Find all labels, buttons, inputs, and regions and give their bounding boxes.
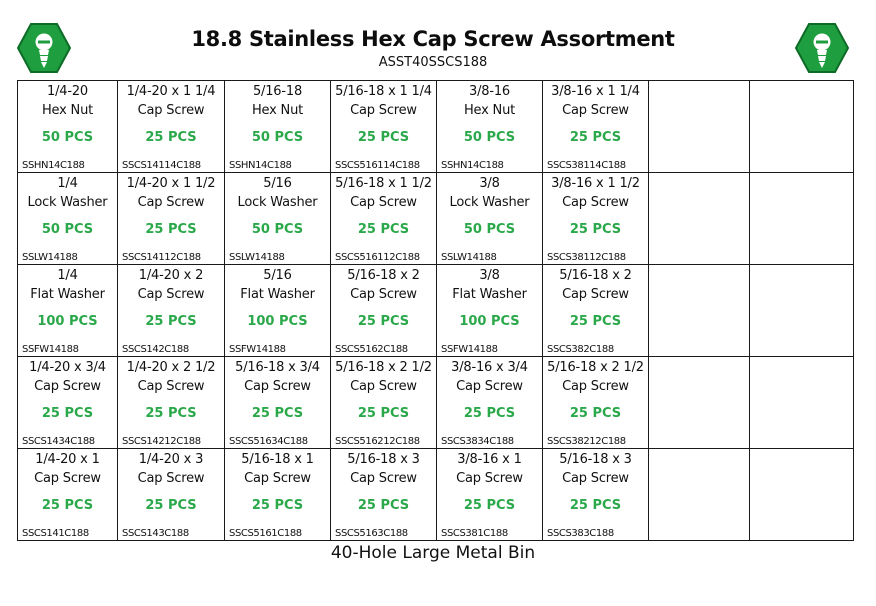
item-description: Cap Screw: [34, 379, 101, 394]
bin-type-label: 40-Hole Large Metal Bin: [330, 543, 536, 563]
item-code: SSLW14188: [441, 252, 497, 263]
item-description: Cap Screw: [137, 379, 205, 394]
item-quantity: 25 PCS: [569, 406, 622, 421]
item-size: 5/16-18 x 1 1/4: [335, 84, 432, 99]
item-code: SSCS14212C188: [122, 436, 201, 447]
bin-cell: [118, 449, 225, 541]
bin-cell: [750, 81, 854, 173]
item-size: 5/16-18: [252, 84, 303, 99]
item-size: 1/4-20 x 3: [138, 452, 204, 467]
item-size: 1/4-20 x 2 1/2: [126, 360, 216, 375]
item-size: 1/4-20 x 1 1/2: [126, 176, 216, 191]
item-description: Hex Nut: [41, 103, 94, 118]
item-size: 3/8-16 x 3/4: [451, 360, 528, 375]
item-description: Cap Screw: [562, 103, 629, 118]
item-description: Cap Screw: [137, 471, 205, 486]
item-code: SSCS143C188: [122, 528, 189, 539]
item-description: Cap Screw: [244, 379, 311, 394]
item-code: SSCS5161C188: [229, 528, 302, 539]
item-code: SSCS3834C188: [441, 436, 514, 447]
bin-label-grid: [17, 80, 854, 541]
item-description: Lock Washer: [27, 195, 108, 210]
bin-cell: [649, 449, 750, 541]
bin-cell: [543, 81, 649, 173]
item-quantity: 100 PCS: [247, 314, 308, 329]
bin-cell: [437, 449, 543, 541]
bin-cell: [331, 449, 437, 541]
item-size: 5/16-18 x 1 1/2: [335, 176, 432, 191]
item-size: 1/4-20 x 1 1/4: [126, 84, 216, 99]
item-code: SSCS516114C188: [335, 160, 420, 171]
bin-cell: [225, 357, 331, 449]
item-quantity: 25 PCS: [145, 130, 197, 145]
item-size: 5/16-18 x 2: [347, 268, 420, 283]
bin-cell: [18, 265, 118, 357]
item-code: SSCS38112C188: [547, 252, 626, 263]
grid-row: [18, 357, 854, 449]
item-quantity: 50 PCS: [463, 222, 516, 237]
bin-cell: [437, 81, 543, 173]
item-code: SSCS1434C188: [22, 436, 95, 447]
item-quantity: 25 PCS: [145, 314, 197, 329]
item-code: SSHN14C188: [22, 160, 85, 171]
item-description: Cap Screw: [350, 103, 417, 118]
item-description: Cap Screw: [456, 379, 523, 394]
bin-cell: [118, 357, 225, 449]
item-description: Cap Screw: [137, 287, 205, 302]
bin-cell: [225, 449, 331, 541]
bin-cell: [118, 81, 225, 173]
item-description: Lock Washer: [237, 195, 318, 210]
bin-cell: [331, 357, 437, 449]
bin-cell: [18, 173, 118, 265]
item-size: 1/4: [57, 268, 78, 283]
item-quantity: 25 PCS: [357, 222, 410, 237]
item-description: Cap Screw: [244, 471, 311, 486]
item-code: SSFW14188: [229, 344, 286, 355]
bin-cell: [118, 173, 225, 265]
bin-cell: [331, 173, 437, 265]
bin-cell: [543, 357, 649, 449]
item-quantity: 25 PCS: [357, 498, 410, 513]
item-description: Cap Screw: [562, 195, 629, 210]
item-code: SSCS38114C188: [547, 160, 626, 171]
item-size: 3/8: [479, 176, 500, 191]
item-description: Cap Screw: [350, 379, 417, 394]
item-code: SSCS14112C188: [122, 252, 201, 263]
item-size: 5/16: [263, 268, 292, 283]
item-quantity: 25 PCS: [145, 406, 197, 421]
item-code: SSHN14C188: [441, 160, 504, 171]
item-size: 1/4-20 x 1: [35, 452, 100, 467]
bin-cell: [543, 265, 649, 357]
item-code: SSCS5162C188: [335, 344, 408, 355]
item-size: 1/4: [57, 176, 78, 191]
item-size: 1/4-20: [47, 84, 88, 99]
item-quantity: 25 PCS: [145, 498, 197, 513]
item-description: Cap Screw: [562, 471, 629, 486]
part-number: ASST40SSCS188: [378, 55, 488, 70]
grid-row: [18, 449, 854, 541]
item-quantity: 100 PCS: [37, 314, 98, 329]
item-quantity: 25 PCS: [357, 314, 410, 329]
bin-cell: [649, 81, 750, 173]
item-quantity: 25 PCS: [357, 130, 410, 145]
item-quantity: 25 PCS: [357, 406, 410, 421]
item-size: 3/8-16 x 1 1/2: [551, 176, 640, 191]
item-code: SSCS142C188: [122, 344, 189, 355]
item-size: 3/8: [479, 268, 500, 283]
item-description: Flat Washer: [452, 287, 527, 302]
page-title: 18.8 Stainless Hex Cap Screw Assortment: [191, 27, 675, 51]
bin-cell: [225, 173, 331, 265]
item-size: 5/16-18 x 2 1/2: [547, 360, 644, 375]
item-code: SSCS516212C188: [335, 436, 420, 447]
bin-cell: [750, 449, 854, 541]
item-size: 5/16: [263, 176, 292, 191]
item-code: SSFW14188: [22, 344, 79, 355]
item-description: Cap Screw: [34, 471, 101, 486]
item-size: 5/16-18 x 2: [559, 268, 632, 283]
item-code: SSCS14114C188: [122, 160, 201, 171]
bin-cell: [437, 265, 543, 357]
item-quantity: 25 PCS: [463, 498, 516, 513]
item-code: SSLW14188: [229, 252, 285, 263]
bin-cell: [331, 81, 437, 173]
item-quantity: 25 PCS: [41, 406, 94, 421]
item-quantity: 50 PCS: [41, 130, 94, 145]
item-code: SSHN14C188: [229, 160, 292, 171]
item-size: 3/8-16: [469, 84, 510, 99]
item-description: Cap Screw: [350, 471, 417, 486]
item-description: Cap Screw: [350, 287, 417, 302]
item-description: Lock Washer: [449, 195, 530, 210]
item-description: Cap Screw: [562, 379, 629, 394]
item-description: Cap Screw: [137, 195, 205, 210]
bin-cell: [18, 357, 118, 449]
bin-cell: [118, 265, 225, 357]
item-description: Flat Washer: [30, 287, 105, 302]
item-description: Cap Screw: [137, 103, 205, 118]
bin-cell: [18, 81, 118, 173]
item-size: 1/4-20 x 2: [138, 268, 204, 283]
bin-cell: [437, 173, 543, 265]
item-size: 5/16-18 x 3/4: [235, 360, 320, 375]
item-size: 5/16-18 x 1: [241, 452, 314, 467]
item-quantity: 25 PCS: [569, 498, 622, 513]
item-code: SSCS5163C188: [335, 528, 408, 539]
item-size: 5/16-18 x 2 1/2: [335, 360, 432, 375]
bin-cell: [225, 265, 331, 357]
item-description: Cap Screw: [562, 287, 629, 302]
item-quantity: 50 PCS: [41, 222, 94, 237]
item-description: Hex Nut: [251, 103, 304, 118]
item-quantity: 25 PCS: [41, 498, 94, 513]
bin-cell: [543, 449, 649, 541]
item-quantity: 50 PCS: [251, 222, 304, 237]
grid-row: [18, 173, 854, 265]
item-quantity: 25 PCS: [145, 222, 197, 237]
item-description: Cap Screw: [456, 471, 523, 486]
item-quantity: 25 PCS: [569, 314, 622, 329]
bin-cell: [437, 357, 543, 449]
item-quantity: 25 PCS: [251, 498, 304, 513]
item-size: 1/4-20 x 3/4: [29, 360, 106, 375]
item-size: 3/8-16 x 1: [457, 452, 522, 467]
item-code: SSCS382C188: [547, 344, 614, 355]
item-code: SSCS141C188: [22, 528, 89, 539]
item-quantity: 25 PCS: [569, 130, 622, 145]
item-quantity: 50 PCS: [251, 130, 304, 145]
bin-cell: [750, 173, 854, 265]
item-description: Cap Screw: [350, 195, 417, 210]
bin-cell: [649, 265, 750, 357]
item-code: SSLW14188: [22, 252, 78, 263]
item-code: SSCS38212C188: [547, 436, 626, 447]
item-size: 3/8-16 x 1 1/4: [551, 84, 640, 99]
item-code: SSCS51634C188: [229, 436, 308, 447]
bin-cell: [225, 81, 331, 173]
bin-cell: [649, 173, 750, 265]
grid-row: [18, 265, 854, 357]
item-code: SSCS381C188: [441, 528, 508, 539]
bin-cell: [750, 265, 854, 357]
item-size: 5/16-18 x 3: [347, 452, 420, 467]
item-code: SSCS383C188: [547, 528, 614, 539]
item-description: Hex Nut: [463, 103, 516, 118]
bin-cell: [543, 173, 649, 265]
item-quantity: 50 PCS: [463, 130, 516, 145]
item-quantity: 25 PCS: [463, 406, 516, 421]
item-code: SSCS516112C188: [335, 252, 420, 263]
bin-cell: [18, 449, 118, 541]
grid-row: [18, 81, 854, 173]
item-quantity: 25 PCS: [251, 406, 304, 421]
item-code: SSFW14188: [441, 344, 498, 355]
item-quantity: 100 PCS: [459, 314, 520, 329]
item-quantity: 25 PCS: [569, 222, 622, 237]
item-description: Flat Washer: [240, 287, 315, 302]
bin-cell: [331, 265, 437, 357]
item-size: 5/16-18 x 3: [559, 452, 632, 467]
bin-cell: [750, 357, 854, 449]
bin-cell: [649, 357, 750, 449]
